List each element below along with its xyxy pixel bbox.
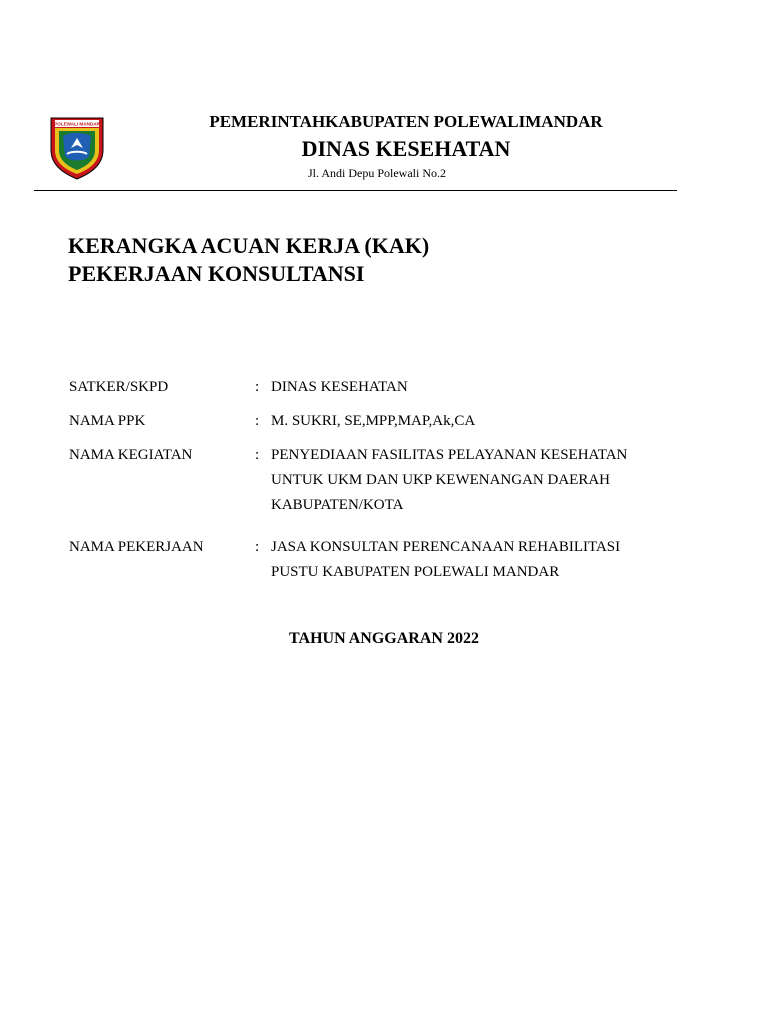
- info-value-line: UNTUK UKM DAN UKP KEWENANGAN DAERAH: [271, 472, 611, 488]
- info-value: [271, 375, 691, 400]
- document-title-line1: KERANGKA ACUAN KERJA (KAK): [68, 233, 430, 258]
- department-address: Jl. Andi Depu Polewali No.2: [308, 166, 446, 180]
- fiscal-year: TAHUN ANGGARAN 2022: [289, 630, 479, 647]
- document-title-line2: PEKERJAAN KONSULTANSI: [68, 261, 365, 286]
- info-colon: :: [255, 379, 260, 395]
- info-colon: :: [255, 447, 260, 463]
- government-name: PEMERINTAHKABUPATEN POLEWALIMANDAR: [209, 112, 603, 131]
- info-label: SATKER/SKPD: [69, 379, 169, 395]
- info-value-line: DINAS KESEHATAN: [271, 379, 408, 395]
- info-value-line: PUSTU KABUPATEN POLEWALI MANDAR: [271, 564, 560, 580]
- letterhead-divider: [34, 190, 677, 191]
- info-value-line: JASA KONSULTAN PERENCANAAN REHABILITASI: [271, 539, 621, 555]
- info-value-line: M. SUKRI, SE,MPP,MAP,Ak,CA: [271, 413, 476, 429]
- info-value: [271, 409, 691, 434]
- info-label: NAMA KEGIATAN: [69, 447, 193, 463]
- department-name: DINAS KESEHATAN: [301, 136, 511, 161]
- info-value: [271, 443, 691, 518]
- info-value-line: KABUPATEN/KOTA: [271, 497, 404, 513]
- document-title: [68, 232, 429, 288]
- info-label: NAMA PPK: [69, 413, 146, 429]
- info-colon: :: [255, 413, 260, 429]
- info-value-line: PENYEDIAAN FASILITAS PELAYANAN KESEHATAN: [271, 447, 628, 463]
- info-label: NAMA PEKERJAAN: [69, 539, 204, 555]
- info-value: [271, 535, 691, 585]
- emblem-banner-text: POLEWALI MANDAR: [54, 121, 100, 127]
- info-colon: :: [255, 539, 260, 555]
